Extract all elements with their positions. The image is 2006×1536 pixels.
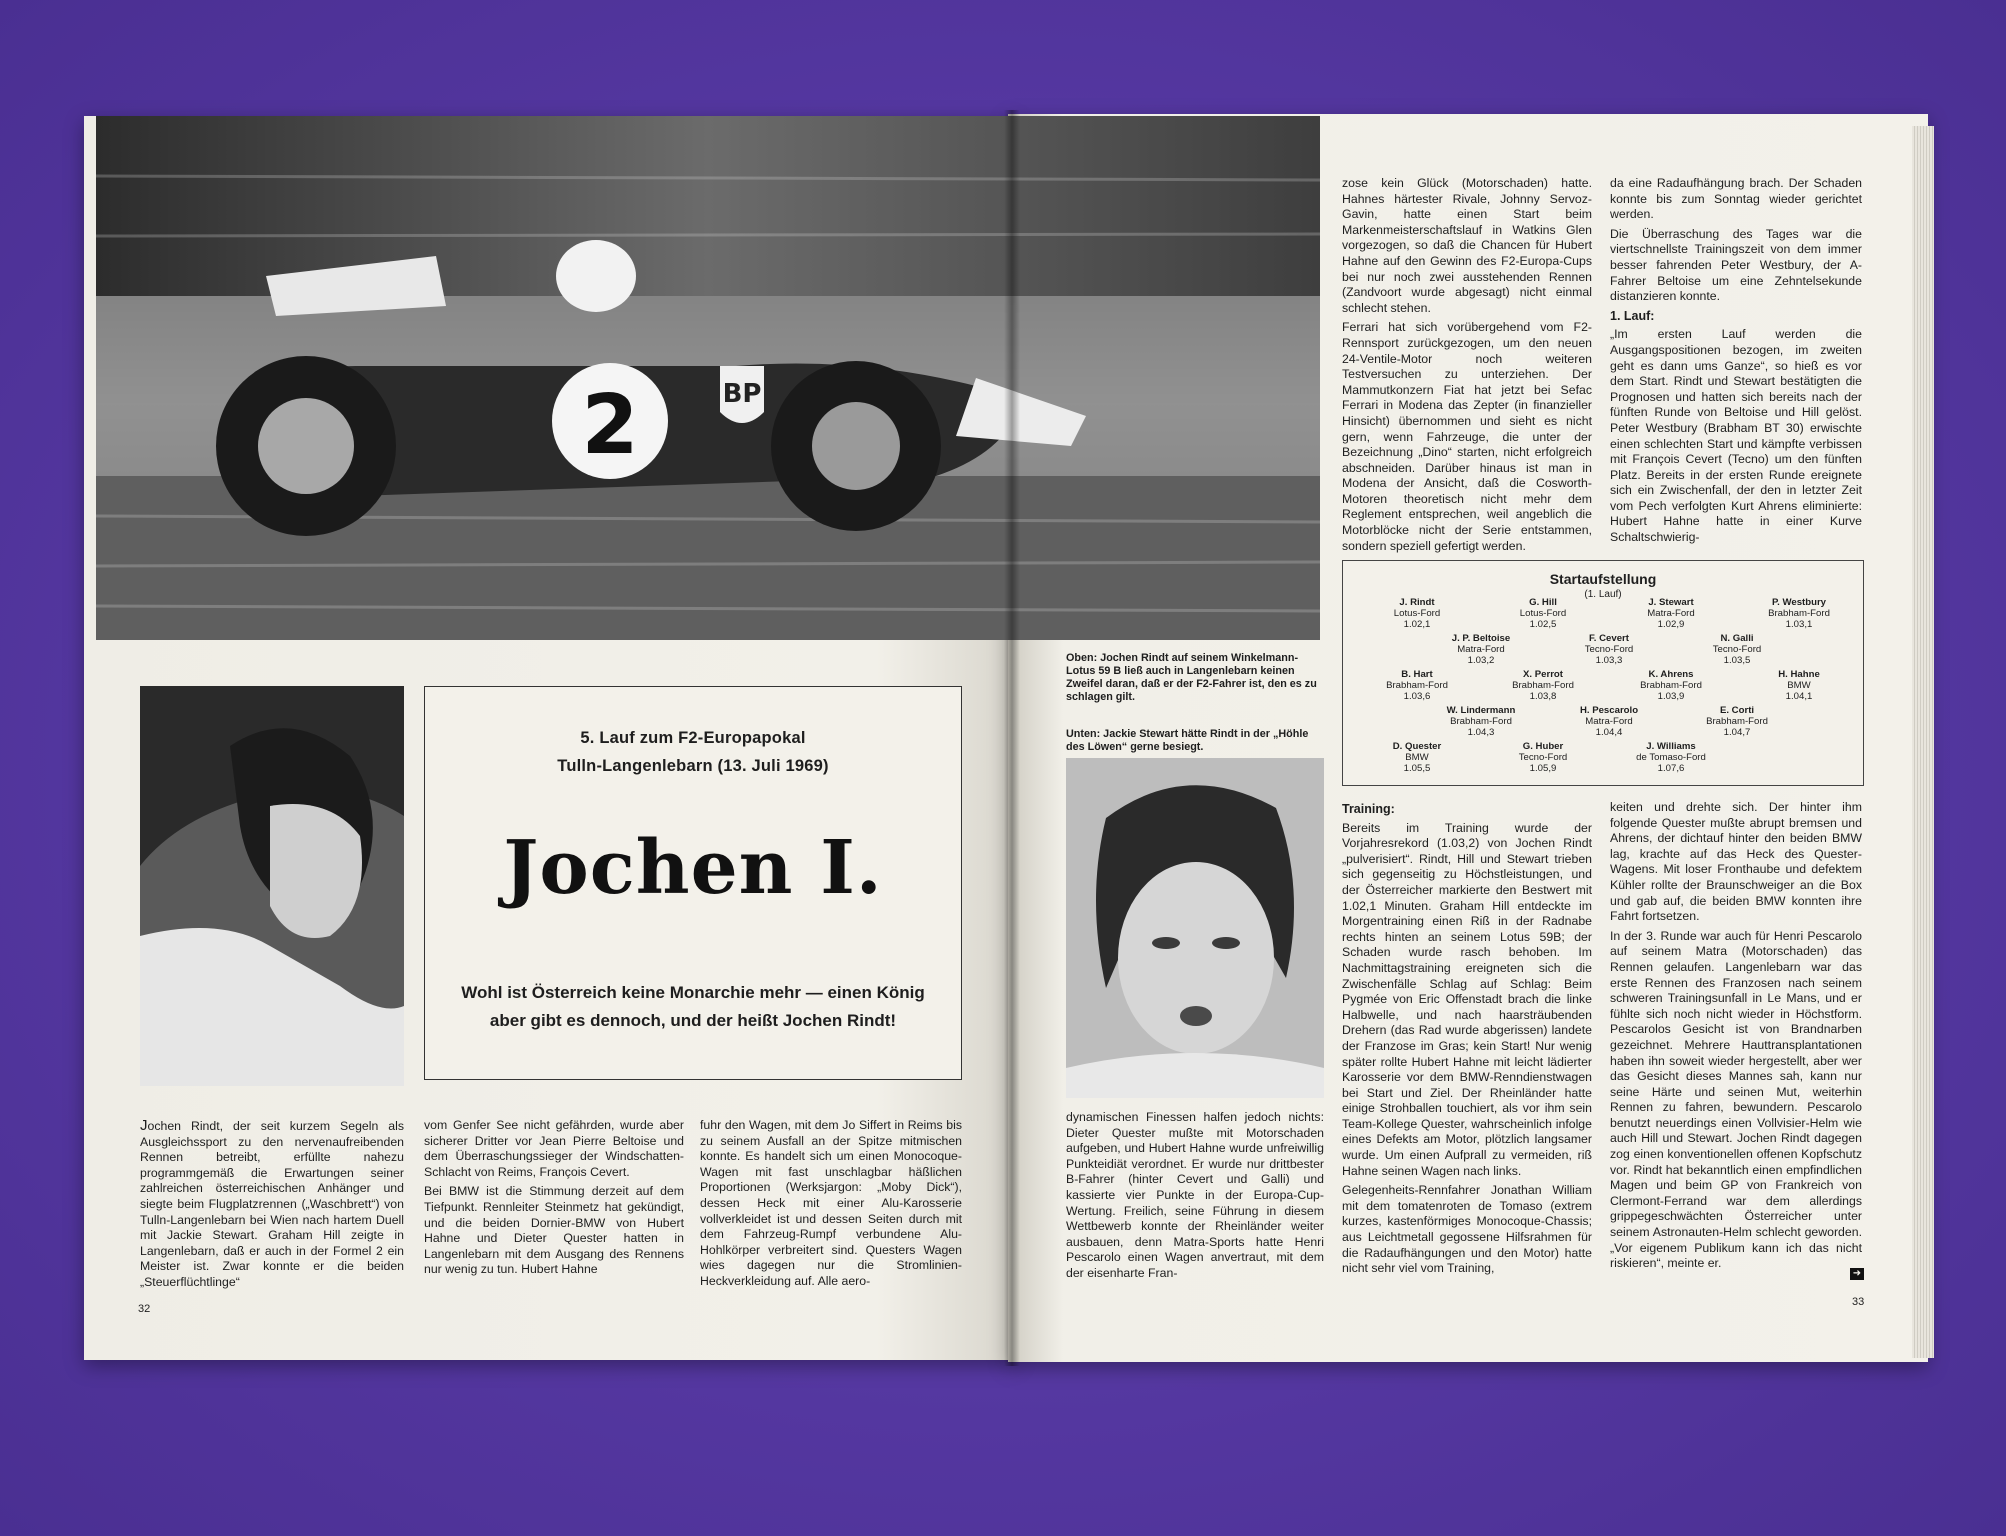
grid-driver-entry [1739, 669, 1859, 702]
grid-driver-entry [1677, 705, 1797, 738]
article-subline: Wohl ist Österreich keine Monarchie mehr — einen König [461, 983, 925, 1002]
driver-time: 1.02,1 [1403, 619, 1431, 630]
text-column-6 [1610, 176, 1862, 550]
driver-name: J. Williams [1646, 741, 1696, 752]
text-column-8 [1610, 800, 1862, 1276]
driver-time: 1.07,6 [1657, 763, 1685, 774]
driver-name: K. Ahrens [1648, 669, 1694, 680]
text-column-5 [1342, 176, 1592, 558]
driver-time: 1.03,9 [1657, 691, 1685, 702]
dropcap: J [140, 1117, 148, 1134]
race-car-illustration [96, 116, 1320, 640]
grid-subtitle: (1. Lauf) [1584, 589, 1622, 600]
page-number-left: 32 [138, 1303, 151, 1315]
grid-title: Startaufstellung [1549, 571, 1657, 587]
driver-time: 1.04,4 [1595, 727, 1623, 738]
grid-driver-entry [1483, 669, 1603, 702]
driver-car: de Tomaso-Ford [1636, 752, 1706, 763]
grid-driver-entry [1421, 705, 1541, 738]
paragraph: keiten und drehte sich. Der hinter ihm folgende Quester mußte abrupt bremsen und Ahrens, der dichtauf hinter den beiden BMW lag, krachte auf das Heck des Quester-Wagens. Mit loser Fronthaube und defektem Kühler rollte der Braunschweiger an die Box und gab auf, die beiden BMW konnten ihre Fahrt fortsetzen. [1610, 800, 1862, 924]
paragraph: dynamischen Finessen halfen jedoch nichts: Dieter Quester mußte mit Motorschaden aufgeben, und Hubert Hahne wurde unfreiwillig Punkteidiät verordnet. Er wurde nur drittbester B-Fahrer (hinter Cevert und Galli) und kassierte vier Punkte in der Europa-Cup-Wertung. Freilich, seine Führung in diesem Wettbewerb konnte der Rheinländer weiter ausbauen, denn Matra-Sports hatte Henri Pescarolo einen Wagen anvertraut, mit dem der eisenharte Fran- [1066, 1110, 1324, 1280]
driver-car: Tecno-Ford [1584, 644, 1634, 655]
driver-car: Matra-Ford [1585, 716, 1633, 727]
driver-name: J. Rindt [1399, 597, 1435, 608]
jackie-stewart-portrait [1066, 758, 1324, 1098]
race-kicker: 5. Lauf zum F2-Europapokal [580, 729, 806, 747]
driver-time: 1.03,5 [1723, 655, 1751, 666]
paragraph: Die Überraschung des Tages war die viertschnellste Trainingszeit von dem immer besser fahrenden Peter Westbury, der A-Fahrer Beltoise um eine Zehntelsekunde distanzieren konnte. [1610, 226, 1862, 304]
driver-name: J. P. Beltoise [1451, 633, 1511, 644]
driver-name: B. Hart [1401, 669, 1433, 680]
car-number: 2 [581, 378, 639, 473]
section-heading: 1. Lauf: [1610, 308, 1655, 323]
grid-driver-entry [1357, 741, 1477, 774]
grid-driver-entry [1739, 597, 1859, 630]
paragraph: „Im ersten Lauf werden die Ausgangspositionen bezogen, im zweiten geht es dann ums Ganze“, so hieß es vor dem Start. Rindt und Stewart bestätigten die Prognosen und hatten sich bereits nach der fünften Runde von Beltoise und Hill gelöst. Peter Westbury (Brabham BT 30) erwischte einen schlechten Start und kämpfte verbissen mit François Cevert (Tecno) um den fünften Platz. Bereits in der ersten Runde ereignete sich ein Zwischenfall, der den in letzter Zeit vom Pech verfolgten Kurt Ahrens eliminierte: Hubert Hahne hatte in einer Kurve Schaltschwierig- [1610, 327, 1862, 545]
portrait-illustration [1066, 758, 1324, 1098]
race-location-date: Tulln-Langenlebarn (13. Juli 1969) [557, 757, 829, 775]
grid-driver-entry [1611, 597, 1731, 630]
driver-time: 1.04,1 [1785, 691, 1813, 702]
jochen-rindt-portrait [140, 686, 404, 1086]
driver-car: Brabham-Ford [1386, 680, 1448, 691]
driver-car: Lotus-Ford [1393, 608, 1441, 619]
driver-car: Tecno-Ford [1518, 752, 1568, 763]
driver-time: 1.05,9 [1529, 763, 1557, 774]
text-column-7 [1342, 800, 1592, 1281]
driver-name: F. Cevert [1589, 633, 1629, 644]
article-title-box [424, 686, 962, 1080]
paragraph: Gelegenheits-Rennfahrer Jonathan William mit dem tomatenroten de Tomaso (extrem kurzes, kastenförmiges Monocoque-Chassis; aus Leichtmetall gegossene Hilfsrahmen für die Radaufhängungen und den Motor) hatte nicht sehr viel vom Training, [1342, 1183, 1592, 1276]
driver-time: 1.04,7 [1723, 727, 1751, 738]
caption-top: Oben: Jochen Rindt auf seinem Winkelmann-Lotus 59 B ließ auch in Langenlebarn keinen Zweifel daran, daß er der F2-Fahrer ist, den es zu schlagen gilt. [1066, 652, 1317, 703]
paragraph: Ferrari hat sich vorübergehend vom F2-Rennsport zurückgezogen, um den neuen 24-Ventile-Motor noch weiteren Testversuchen zu unterziehen. Der Mammutkonzern Fiat hat jetzt bei Sefac Ferrari in Modena das Zepter (in finanzieller Hinsicht) übernommen und sieht es nicht gern, wenn Fahrzeuge, die unter der Bezeichnung „Dino“ starten, nicht erfolgreich abschneiden. Darüber hinaus ist man in Modena der Ansicht, daß die Cosworth-Motoren theoretisch nicht mehr dem Reglement entsprechen, weil angeblich die Motorblöcke nicht der Serie entstammen, sondern speziell gefertigt werden. [1342, 320, 1592, 553]
driver-time: 1.03,6 [1403, 691, 1431, 702]
driver-car: Brabham-Ford [1450, 716, 1512, 727]
grid-driver-entry [1357, 669, 1477, 702]
grid-driver-entry [1677, 633, 1797, 666]
driver-car: Brabham-Ford [1706, 716, 1768, 727]
paragraph: vom Genfer See nicht gefährden, wurde aber sicherer Dritter vor Jean Pierre Beltoise und dem Überraschungssieger der Windschatten-Schlacht von Reims, François Cevert. [424, 1118, 684, 1179]
section-heading: Training: [1342, 802, 1395, 816]
driver-car: Matra-Ford [1647, 608, 1695, 619]
driver-name: H. Pescarolo [1579, 705, 1639, 716]
starting-grid-box [1342, 560, 1864, 786]
driver-car: BMW [1787, 680, 1811, 691]
paragraph: zose kein Glück (Motorschaden) hatte. Hahnes härtester Rivale, Johnny Servoz-Gavin, hatte einen Start beim Markenmeisterschaftslauf in Watkins Glen vorgezogen, so daß die Chancen für Hubert Hahne auf den Gewinn des F2-Europa-Cups bei nur noch zwei ausstehenden Rennen (Zandvoort wurde abgesagt) nicht einmal schlecht stehen. [1342, 176, 1592, 315]
paragraph: fuhr den Wagen, mit dem Jo Siffert in Reims bis zu seinem Ausfall an der Spitze mitmischen konnte. Es handelt sich um einen Monocoque-Wagen mit fast unschlagbar häßlichen Proportionen (Werksjargon: „Moby Dick“), dessen Heck mit einer Alu-Karosserie vollverkleidet ist und dessen Seiten durch mit dem Fahrzeug-Rumpf verbundene Alu-Hohlkörper verbreitert sind. Questers Wagen wies dagegen nur die Stromlinien-Heckverkleidung auf. Alle aero- [700, 1118, 962, 1288]
driver-name: G. Huber [1522, 741, 1564, 752]
paragraph: ochen Rindt, der seit kurzem Segeln als Ausgleichssport zu den nervenaufreibenden Rennen betreibt, erfüllte nahezu programmgemäß die Erwartungen seiner zahlreichen österreichischen Anhänger und siegte beim Flugplatzrennen („Waschbrett“) von Tulln-Langenlebarn bei Wien nach hartem Duell mit Jackie Stewart. Graham Hill zeigte in Langenlebarn, daß er auch in der Formel 2 ein Meister ist. Zwar konnte er die beiden „Steuerflüchtlinge“ [140, 1119, 404, 1289]
driver-car: Lotus-Ford [1519, 608, 1567, 619]
paragraph: Bereits im Training wurde der Vorjahresrekord (1.03,2) von Jochen Rindt „pulverisiert“. Rindt, Hill und Stewart trieben sich gegenseitig zu Höchstleistungen, und der Österreicher markierte den Bestwert mit 1.02,1 Minuten. Graham Hill entdeckte im Morgentraining einen Riß in der Radnabe rechts hinten an seinem Lotus 59B; der Schaden wurde rasch behoben. Im Nachmittagstraining ereigneten sich die Zwischenfälle Schlag auf Schlag: Beim Pygmée von Eric Offenstadt brach die linke Halbwelle, und nach haarsträubenden Drehern (das Rad wurde abgerissen) landete der Franzose im Gras; kein Start! Nur wenig später rollte Hubert Hahne mit leicht lädierter Karosserie vor dem BMW-Renndienstwagen bei Start und Ziel. Der Rheinländer hatte einige Strohballen touchiert, als vor ihm sein Team-Kollege Quester, wahrscheinlich infolge eines Defekts am Motor, plötzlich langsamer wurde. Um einen Aufprall zu vermeiden, riß Hahne seinen Wagen nach links. [1342, 820, 1592, 1178]
driver-car: Brabham-Ford [1768, 608, 1830, 619]
driver-name: W. Lindermann [1446, 705, 1516, 716]
driver-name: E. Corti [1719, 705, 1755, 716]
text-column-2 [424, 1118, 684, 1282]
driver-time: 1.03,3 [1595, 655, 1623, 666]
text-column-1 [140, 1118, 404, 1295]
caption-bottom: Unten: Jackie Stewart hätte Rindt in der „Höhle des Löwen“ gerne besiegt. [1066, 728, 1309, 753]
driver-time: 1.03,2 [1467, 655, 1495, 666]
text-column-3 [700, 1118, 962, 1294]
paragraph: da eine Radaufhängung brach. Der Schaden konnte bis zum Sonntag wieder gerichtet werden. [1610, 176, 1862, 222]
driver-name: D. Quester [1392, 741, 1442, 752]
driver-name: H. Hahne [1778, 669, 1820, 680]
text-column-4 [1066, 1110, 1324, 1286]
driver-name: G. Hill [1529, 597, 1557, 608]
driver-car: Brabham-Ford [1512, 680, 1574, 691]
driver-car: Brabham-Ford [1640, 680, 1702, 691]
race-car-photo [96, 116, 1320, 640]
paragraph: In der 3. Runde war auch für Henri Pescarolo auf seinem Matra (Motorschaden) das Rennen gelaufen. Langenlebarn war das erste Rennen des Franzosen nach seinem schweren Trainingsunfall in Le Mans, und er fühlte sich noch nicht wieder in Höchstform. Pescarolos Gesicht ist von Brandnarben gezeichnet. Mehrere Hauttransplantationen haben ihn soweit wieder hergestellt, aber wer das Gesicht dieses Mannes sah, kann nur seine Härte und seinen Mut, weiterhin Rennen zu fahren, bewundern. Pescarolo benutzt neuerdings einen Vollvisier-Helm wie auch Hill und Stewart. Jochen Rindt dagegen zog einen konventionellen offenen Kopfschutz vor. Rindt hat bekanntlich einen empfindlichen Magen und beim GP von Frankreich von Clermont-Ferrand war dem allerdings grippegeschwächten Österreicher unter seinem Astronauten-Helm schlecht geworden. „Vor eigenem Publikum kann ich das nicht riskieren“, meinte er. [1610, 928, 1862, 1271]
continue-arrow-icon: ➜ [1850, 1268, 1864, 1280]
driver-time: 1.03,1 [1785, 619, 1813, 630]
driver-time: 1.03,8 [1529, 691, 1557, 702]
driver-name: X. Perrot [1523, 669, 1563, 680]
driver-time: 1.04,3 [1467, 727, 1495, 738]
grid-driver-entry [1549, 705, 1669, 738]
grid-driver-entry [1483, 597, 1603, 630]
paragraph: Bei BMW ist die Stimmung derzeit auf dem Tiefpunkt. Rennleiter Steinmetz hat gekündigt, und die beiden Dornier-BMW von Hubert Hahne und Dieter Quester hatten in Langenlebarn mit dem Ausgang des Rennens nur wenig zu tun. Hubert Hahne [424, 1184, 684, 1277]
driver-time: 1.05,5 [1403, 763, 1431, 774]
book-gutter [1004, 110, 1020, 1366]
driver-time: 1.02,9 [1657, 619, 1685, 630]
article-subline-2: aber gibt es dennoch, und der heißt Jochen Rindt! [489, 1011, 897, 1030]
page-number-right: 33 [1852, 1296, 1865, 1308]
bp-logo: BP [722, 379, 762, 409]
grid-driver-entry [1357, 597, 1477, 630]
portrait-illustration [140, 686, 404, 1086]
grid-driver-entry [1549, 633, 1669, 666]
driver-name: P. Westbury [1771, 597, 1827, 608]
driver-name: N. Galli [1720, 633, 1754, 644]
driver-car: Matra-Ford [1457, 644, 1505, 655]
page-stack-edge [1912, 126, 1934, 1358]
driver-car: BMW [1405, 752, 1429, 763]
article-headline: Jochen I. [503, 825, 883, 911]
grid-driver-entry [1611, 669, 1731, 702]
driver-time: 1.02,5 [1529, 619, 1557, 630]
driver-name: J. Stewart [1648, 597, 1694, 608]
grid-driver-entry [1483, 741, 1603, 774]
grid-driver-entry [1421, 633, 1541, 666]
grid-driver-entry [1611, 741, 1731, 774]
driver-car: Tecno-Ford [1712, 644, 1762, 655]
